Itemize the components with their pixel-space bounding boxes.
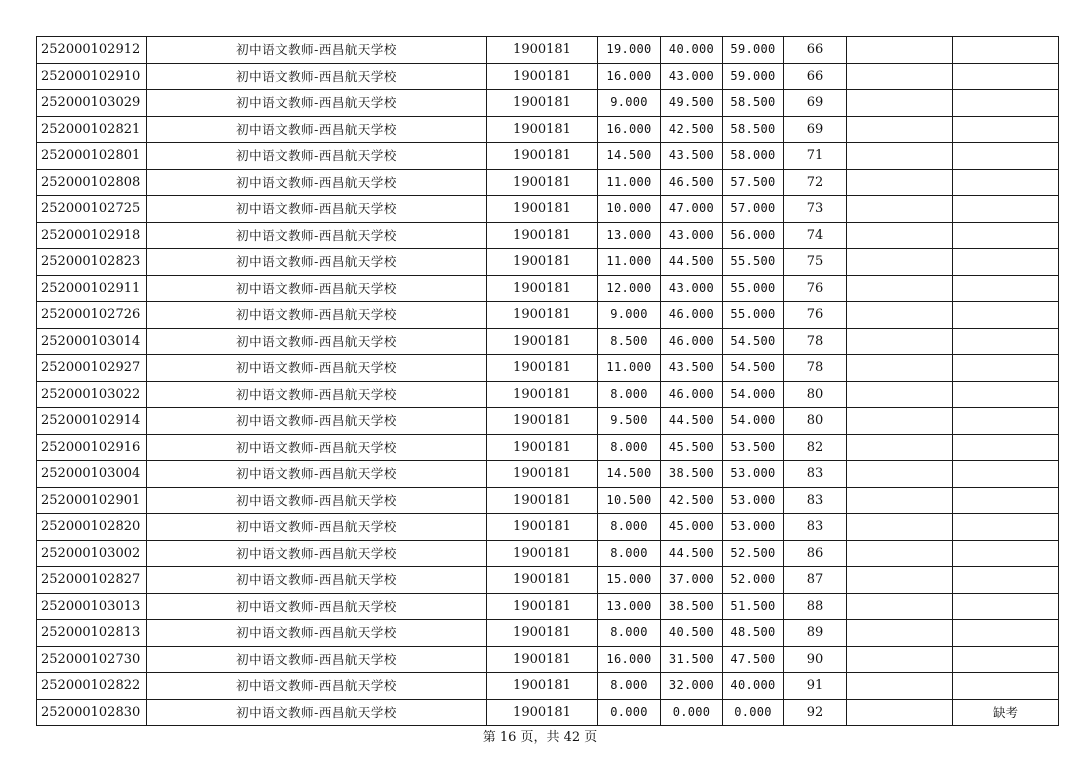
table-row [37, 593, 1059, 620]
cell-position: 初中语文教师-西昌航天学校 [147, 169, 487, 196]
cell-rank: 69 [784, 116, 847, 143]
table-row [37, 620, 1059, 647]
cell-position: 初中语文教师-西昌航天学校 [147, 461, 487, 488]
cell-score-2: 46.500 [661, 169, 723, 196]
cell-note [953, 434, 1059, 461]
cell-rank: 83 [784, 487, 847, 514]
cell-total-score: 53.500 [723, 434, 784, 461]
cell-score-1: 8.000 [598, 434, 661, 461]
table-row [37, 196, 1059, 223]
cell-score-1: 16.000 [598, 646, 661, 673]
cell-rank: 66 [784, 63, 847, 90]
cell-position: 初中语文教师-西昌航天学校 [147, 355, 487, 382]
cell-candidate-id: 252000102901 [37, 487, 147, 514]
table-row [37, 63, 1059, 90]
cell-total-score: 56.000 [723, 222, 784, 249]
cell-total-score: 54.000 [723, 408, 784, 435]
cell-rank: 83 [784, 461, 847, 488]
cell-blank [847, 196, 953, 223]
cell-note [953, 222, 1059, 249]
cell-position: 初中语文教师-西昌航天学校 [147, 90, 487, 117]
table-row [37, 302, 1059, 329]
cell-score-2: 40.000 [661, 37, 723, 64]
cell-candidate-id: 252000102813 [37, 620, 147, 647]
cell-blank [847, 461, 953, 488]
cell-blank [847, 434, 953, 461]
cell-note [953, 461, 1059, 488]
table-row [37, 328, 1059, 355]
cell-position: 初中语文教师-西昌航天学校 [147, 646, 487, 673]
cell-total-score: 52.500 [723, 540, 784, 567]
cell-position-code: 1900181 [487, 461, 598, 488]
cell-candidate-id: 252000102927 [37, 355, 147, 382]
cell-score-2: 42.500 [661, 487, 723, 514]
cell-score-1: 9.000 [598, 90, 661, 117]
cell-position-code: 1900181 [487, 355, 598, 382]
cell-position-code: 1900181 [487, 540, 598, 567]
cell-total-score: 55.000 [723, 275, 784, 302]
table-row [37, 381, 1059, 408]
cell-score-2: 44.500 [661, 408, 723, 435]
cell-note [953, 540, 1059, 567]
cell-score-2: 45.500 [661, 434, 723, 461]
cell-score-2: 38.500 [661, 593, 723, 620]
cell-rank: 80 [784, 381, 847, 408]
cell-position-code: 1900181 [487, 593, 598, 620]
cell-position-code: 1900181 [487, 249, 598, 276]
cell-score-1: 15.000 [598, 567, 661, 594]
cell-score-2: 49.500 [661, 90, 723, 117]
cell-position: 初中语文教师-西昌航天学校 [147, 540, 487, 567]
cell-position: 初中语文教师-西昌航天学校 [147, 37, 487, 64]
cell-total-score: 47.500 [723, 646, 784, 673]
cell-candidate-id: 252000102820 [37, 514, 147, 541]
cell-note [953, 116, 1059, 143]
cell-position: 初中语文教师-西昌航天学校 [147, 699, 487, 726]
table-row [37, 90, 1059, 117]
cell-candidate-id: 252000102821 [37, 116, 147, 143]
cell-total-score: 55.000 [723, 302, 784, 329]
cell-score-1: 11.000 [598, 249, 661, 276]
cell-blank [847, 540, 953, 567]
cell-blank [847, 408, 953, 435]
cell-blank [847, 90, 953, 117]
cell-total-score: 0.000 [723, 699, 784, 726]
cell-position: 初中语文教师-西昌航天学校 [147, 143, 487, 170]
cell-score-2: 31.500 [661, 646, 723, 673]
cell-score-2: 38.500 [661, 461, 723, 488]
cell-candidate-id: 252000103004 [37, 461, 147, 488]
cell-score-2: 46.000 [661, 328, 723, 355]
cell-note [953, 302, 1059, 329]
cell-position-code: 1900181 [487, 275, 598, 302]
cell-score-1: 19.000 [598, 37, 661, 64]
cell-score-1: 8.000 [598, 514, 661, 541]
table-body [37, 37, 1059, 726]
cell-blank [847, 381, 953, 408]
cell-score-2: 44.500 [661, 249, 723, 276]
cell-position-code: 1900181 [487, 116, 598, 143]
table-row [37, 222, 1059, 249]
cell-note [953, 620, 1059, 647]
cell-note [953, 196, 1059, 223]
cell-candidate-id: 252000102808 [37, 169, 147, 196]
cell-rank: 72 [784, 169, 847, 196]
cell-position: 初中语文教师-西昌航天学校 [147, 593, 487, 620]
cell-note [953, 169, 1059, 196]
table-row [37, 116, 1059, 143]
cell-candidate-id: 252000103013 [37, 593, 147, 620]
cell-rank: 76 [784, 275, 847, 302]
cell-score-2: 46.000 [661, 302, 723, 329]
cell-rank: 78 [784, 328, 847, 355]
cell-score-1: 8.000 [598, 673, 661, 700]
cell-candidate-id: 252000102726 [37, 302, 147, 329]
cell-candidate-id: 252000102912 [37, 37, 147, 64]
cell-score-2: 37.000 [661, 567, 723, 594]
cell-note [953, 63, 1059, 90]
cell-note [953, 514, 1059, 541]
cell-score-1: 11.000 [598, 355, 661, 382]
cell-rank: 73 [784, 196, 847, 223]
cell-position: 初中语文教师-西昌航天学校 [147, 567, 487, 594]
table-row [37, 143, 1059, 170]
cell-total-score: 58.500 [723, 116, 784, 143]
cell-position: 初中语文教师-西昌航天学校 [147, 196, 487, 223]
cell-position: 初中语文教师-西昌航天学校 [147, 434, 487, 461]
cell-note [953, 355, 1059, 382]
cell-score-1: 13.000 [598, 593, 661, 620]
cell-blank [847, 487, 953, 514]
cell-position-code: 1900181 [487, 434, 598, 461]
cell-score-1: 0.000 [598, 699, 661, 726]
cell-score-2: 43.000 [661, 275, 723, 302]
table-row [37, 434, 1059, 461]
cell-total-score: 54.000 [723, 381, 784, 408]
table-row [37, 673, 1059, 700]
cell-blank [847, 302, 953, 329]
cell-candidate-id: 252000102914 [37, 408, 147, 435]
cell-score-1: 16.000 [598, 116, 661, 143]
cell-rank: 91 [784, 673, 847, 700]
cell-score-1: 9.500 [598, 408, 661, 435]
cell-position-code: 1900181 [487, 37, 598, 64]
cell-rank: 75 [784, 249, 847, 276]
cell-blank [847, 593, 953, 620]
cell-score-1: 8.000 [598, 540, 661, 567]
cell-position: 初中语文教师-西昌航天学校 [147, 514, 487, 541]
cell-position-code: 1900181 [487, 302, 598, 329]
cell-candidate-id: 252000102827 [37, 567, 147, 594]
cell-candidate-id: 252000103014 [37, 328, 147, 355]
cell-position: 初中语文教师-西昌航天学校 [147, 63, 487, 90]
table-row [37, 567, 1059, 594]
cell-total-score: 58.000 [723, 143, 784, 170]
cell-note [953, 487, 1059, 514]
cell-rank: 86 [784, 540, 847, 567]
cell-candidate-id: 252000103029 [37, 90, 147, 117]
table-row [37, 487, 1059, 514]
cell-blank [847, 646, 953, 673]
cell-score-1: 10.000 [598, 196, 661, 223]
cell-score-1: 14.500 [598, 143, 661, 170]
cell-rank: 74 [784, 222, 847, 249]
cell-score-1: 8.000 [598, 381, 661, 408]
cell-candidate-id: 252000102823 [37, 249, 147, 276]
cell-score-2: 44.500 [661, 540, 723, 567]
cell-total-score: 57.000 [723, 196, 784, 223]
cell-rank: 83 [784, 514, 847, 541]
cell-note [953, 90, 1059, 117]
cell-note [953, 673, 1059, 700]
cell-total-score: 58.500 [723, 90, 784, 117]
cell-score-1: 9.000 [598, 302, 661, 329]
table-row [37, 461, 1059, 488]
cell-candidate-id: 252000103022 [37, 381, 147, 408]
cell-blank [847, 63, 953, 90]
cell-note [953, 37, 1059, 64]
table-row [37, 699, 1059, 726]
cell-total-score: 57.500 [723, 169, 784, 196]
cell-score-1: 8.000 [598, 620, 661, 647]
cell-score-2: 46.000 [661, 381, 723, 408]
cell-total-score: 53.000 [723, 461, 784, 488]
cell-total-score: 48.500 [723, 620, 784, 647]
cell-total-score: 55.500 [723, 249, 784, 276]
cell-position-code: 1900181 [487, 222, 598, 249]
cell-candidate-id: 252000102916 [37, 434, 147, 461]
cell-blank [847, 37, 953, 64]
cell-position-code: 1900181 [487, 620, 598, 647]
cell-position: 初中语文教师-西昌航天学校 [147, 487, 487, 514]
cell-rank: 82 [784, 434, 847, 461]
cell-position-code: 1900181 [487, 487, 598, 514]
cell-rank: 76 [784, 302, 847, 329]
cell-position: 初中语文教师-西昌航天学校 [147, 275, 487, 302]
cell-total-score: 40.000 [723, 673, 784, 700]
cell-note [953, 249, 1059, 276]
table-row [37, 37, 1059, 64]
cell-rank: 69 [784, 90, 847, 117]
cell-rank: 80 [784, 408, 847, 435]
cell-note [953, 408, 1059, 435]
cell-note [953, 567, 1059, 594]
cell-blank [847, 567, 953, 594]
cell-score-2: 45.000 [661, 514, 723, 541]
cell-blank [847, 169, 953, 196]
cell-score-1: 11.000 [598, 169, 661, 196]
cell-blank [847, 699, 953, 726]
cell-blank [847, 620, 953, 647]
cell-score-2: 43.000 [661, 222, 723, 249]
cell-total-score: 54.500 [723, 355, 784, 382]
cell-position-code: 1900181 [487, 90, 598, 117]
table-row [37, 540, 1059, 567]
cell-position: 初中语文教师-西昌航天学校 [147, 408, 487, 435]
cell-candidate-id: 252000102910 [37, 63, 147, 90]
cell-total-score: 54.500 [723, 328, 784, 355]
cell-position: 初中语文教师-西昌航天学校 [147, 620, 487, 647]
cell-position-code: 1900181 [487, 169, 598, 196]
cell-blank [847, 116, 953, 143]
cell-position-code: 1900181 [487, 408, 598, 435]
cell-note [953, 275, 1059, 302]
cell-total-score: 53.000 [723, 514, 784, 541]
cell-score-1: 14.500 [598, 461, 661, 488]
cell-candidate-id: 252000102830 [37, 699, 147, 726]
cell-position-code: 1900181 [487, 328, 598, 355]
cell-score-2: 47.000 [661, 196, 723, 223]
cell-blank [847, 275, 953, 302]
score-table [36, 36, 1059, 726]
table-row [37, 169, 1059, 196]
table-row [37, 514, 1059, 541]
cell-position: 初中语文教师-西昌航天学校 [147, 222, 487, 249]
cell-position: 初中语文教师-西昌航天学校 [147, 116, 487, 143]
cell-total-score: 59.000 [723, 37, 784, 64]
cell-position-code: 1900181 [487, 196, 598, 223]
cell-note [953, 593, 1059, 620]
cell-rank: 87 [784, 567, 847, 594]
cell-rank: 92 [784, 699, 847, 726]
cell-score-1: 12.000 [598, 275, 661, 302]
table-row [37, 275, 1059, 302]
table-row [37, 249, 1059, 276]
cell-note [953, 381, 1059, 408]
cell-score-1: 13.000 [598, 222, 661, 249]
cell-blank [847, 514, 953, 541]
cell-rank: 71 [784, 143, 847, 170]
cell-rank: 88 [784, 593, 847, 620]
cell-position-code: 1900181 [487, 143, 598, 170]
cell-position-code: 1900181 [487, 63, 598, 90]
cell-score-2: 40.500 [661, 620, 723, 647]
cell-score-2: 43.500 [661, 143, 723, 170]
cell-position: 初中语文教师-西昌航天学校 [147, 381, 487, 408]
cell-blank [847, 222, 953, 249]
cell-candidate-id: 252000102730 [37, 646, 147, 673]
cell-note [953, 328, 1059, 355]
cell-position: 初中语文教师-西昌航天学校 [147, 673, 487, 700]
cell-position: 初中语文教师-西昌航天学校 [147, 249, 487, 276]
cell-total-score: 59.000 [723, 63, 784, 90]
cell-position: 初中语文教师-西昌航天学校 [147, 328, 487, 355]
cell-blank [847, 673, 953, 700]
table-row [37, 355, 1059, 382]
cell-score-2: 43.000 [661, 63, 723, 90]
cell-score-2: 43.500 [661, 355, 723, 382]
cell-note: 缺考 [953, 699, 1059, 726]
page-number: 第 16 页，共 42 页 [482, 730, 598, 745]
cell-candidate-id: 252000102822 [37, 673, 147, 700]
cell-blank [847, 249, 953, 276]
cell-position-code: 1900181 [487, 381, 598, 408]
cell-score-1: 16.000 [598, 63, 661, 90]
cell-rank: 78 [784, 355, 847, 382]
cell-candidate-id: 252000102918 [37, 222, 147, 249]
cell-position: 初中语文教师-西昌航天学校 [147, 302, 487, 329]
table-row [37, 646, 1059, 673]
cell-candidate-id: 252000102801 [37, 143, 147, 170]
cell-score-1: 10.500 [598, 487, 661, 514]
table-row [37, 408, 1059, 435]
cell-rank: 66 [784, 37, 847, 64]
cell-position-code: 1900181 [487, 673, 598, 700]
cell-position-code: 1900181 [487, 514, 598, 541]
cell-candidate-id: 252000102911 [37, 275, 147, 302]
cell-total-score: 52.000 [723, 567, 784, 594]
cell-score-2: 0.000 [661, 699, 723, 726]
cell-rank: 89 [784, 620, 847, 647]
cell-score-2: 32.000 [661, 673, 723, 700]
cell-position-code: 1900181 [487, 699, 598, 726]
cell-candidate-id: 252000102725 [37, 196, 147, 223]
cell-rank: 90 [784, 646, 847, 673]
cell-score-1: 8.500 [598, 328, 661, 355]
cell-note [953, 646, 1059, 673]
cell-total-score: 51.500 [723, 593, 784, 620]
cell-blank [847, 143, 953, 170]
cell-total-score: 53.000 [723, 487, 784, 514]
cell-candidate-id: 252000103002 [37, 540, 147, 567]
cell-position-code: 1900181 [487, 567, 598, 594]
cell-note [953, 143, 1059, 170]
cell-blank [847, 355, 953, 382]
cell-position-code: 1900181 [487, 646, 598, 673]
cell-score-2: 42.500 [661, 116, 723, 143]
cell-blank [847, 328, 953, 355]
